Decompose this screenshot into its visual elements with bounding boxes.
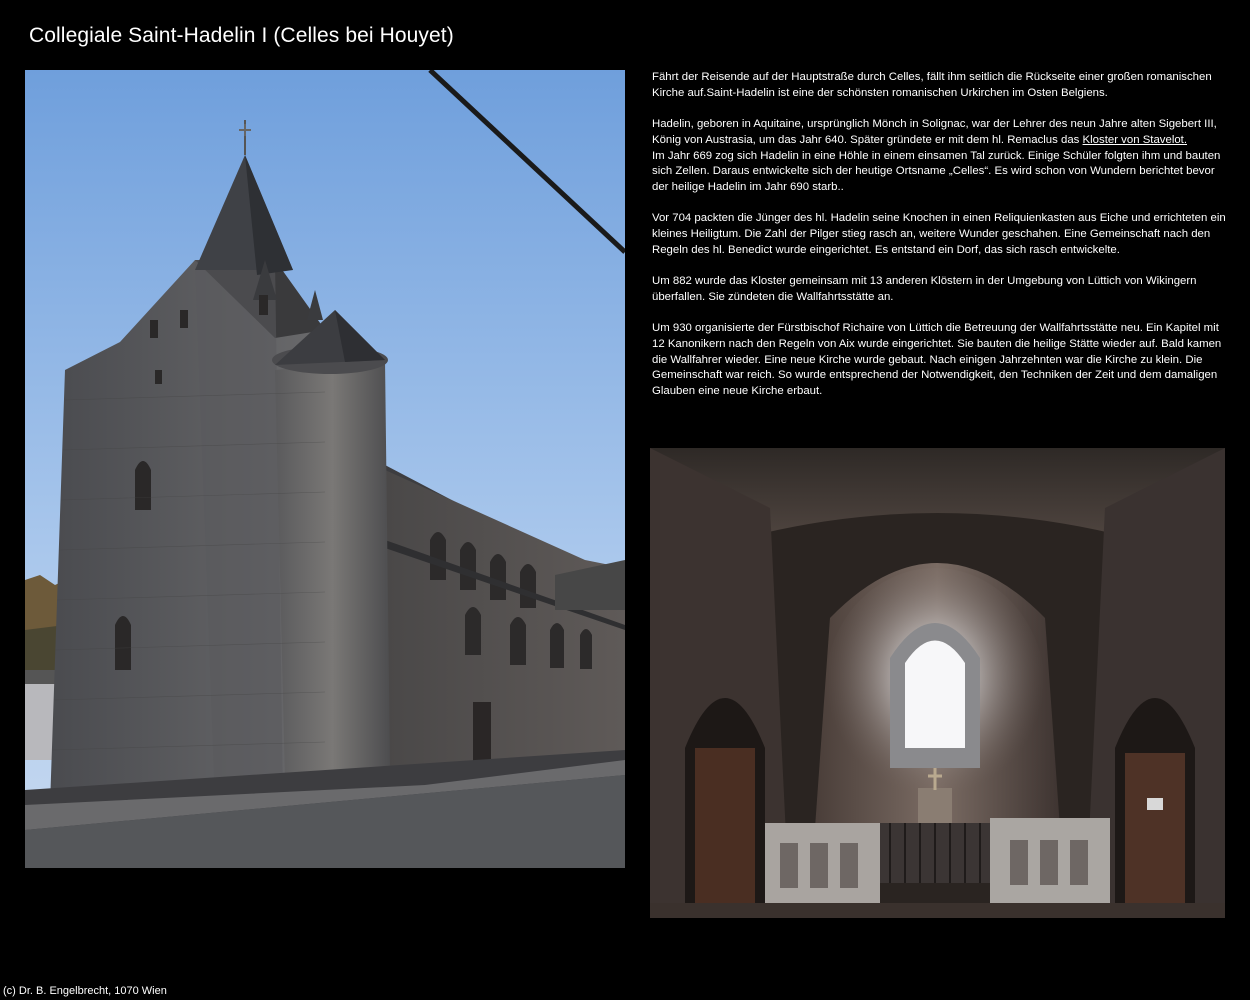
paragraph-relics: Vor 704 packten die Jünger des hl. Hadelin seine Knochen in einen Reliquienkasten aus Eiche und errichteten ein kleines Heiligtum. Die Zahl der Pilger stieg rasch an, weitere Wunder geschahen. Eine Gemeinschaft nach den Regeln des hl. Benedict wurde eingerichtet. Es entstand ein Dorf, das sich rasch entwickelte. — [652, 212, 1226, 256]
church-interior-illustration — [650, 448, 1225, 918]
paragraph-hadelin-text: Hadelin, geboren in Aquitaine, ursprünglich Mönch in Solignac, war der Lehrer des neun Jahre alten Sigebert III, König von Austrasia, um das Jahr 640. Später gründete er mit dem hl. Remaclus das — [652, 118, 1217, 146]
paragraph-hadelin-continued: Im Jahr 669 zog sich Hadelin in eine Höhle in einem einsamen Tal zurück. Einige Schüler folgten ihm und bauten sich Zellen. Daraus entwickelte sich der heutige Ortsname „Celles“. Es wird schon von Wundern berichtet bevor der heilige Hadelin im Jahr 690 starb.. — [652, 149, 1221, 193]
paragraph-intro: Fährt der Reisende auf der Hauptstraße durch Celles, fällt ihm seitlich die Rückseite einer großen romanischen Kirche auf.Saint-Hadelin ist eine der schönsten romanischen Urkirchen im Osten Belgiens. — [652, 71, 1212, 99]
church-interior-photo — [650, 448, 1225, 918]
stavelot-link[interactable]: Kloster von Stavelot. — [1082, 133, 1188, 146]
paragraph-rebuild: Um 930 organisierte der Fürstbischof Richaire von Lüttich die Betreuung der Wallfahrtsstätte neu. Ein Kapitel mit 12 Kanonikern nach den Regeln von Aix wurde eingerichtet. Sie bauten die heilige Stätte wieder auf. Bald kamen die Wallfahrer wieder. Eine neue Kirche wurde gebaut. Nach einigen Jahrzehnten war die Kirche zu klein. Die Gemeinschaft war reich. So wurde entsprechend der Notwendigkeit, den Techniken der Zeit und dem damaligen Glauben eine neue Kirche erbaut. — [652, 322, 1222, 397]
copyright-footer: (c) Dr. B. Engelbrecht, 1070 Wien — [3, 985, 167, 997]
page-title: Collegiale Saint-Hadelin I (Celles bei Houyet) — [29, 24, 454, 47]
article-text — [652, 70, 1227, 415]
paragraph-hadelin — [652, 117, 1227, 196]
church-exterior-photo — [25, 70, 625, 868]
church-exterior-illustration — [25, 70, 625, 868]
paragraph-vikings: Um 882 wurde das Kloster gemeinsam mit 13 anderen Klöstern in der Umgebung von Lüttich von Wikingern überfallen. Sie zündeten die Wallfahrtsstätte an. — [652, 275, 1197, 303]
